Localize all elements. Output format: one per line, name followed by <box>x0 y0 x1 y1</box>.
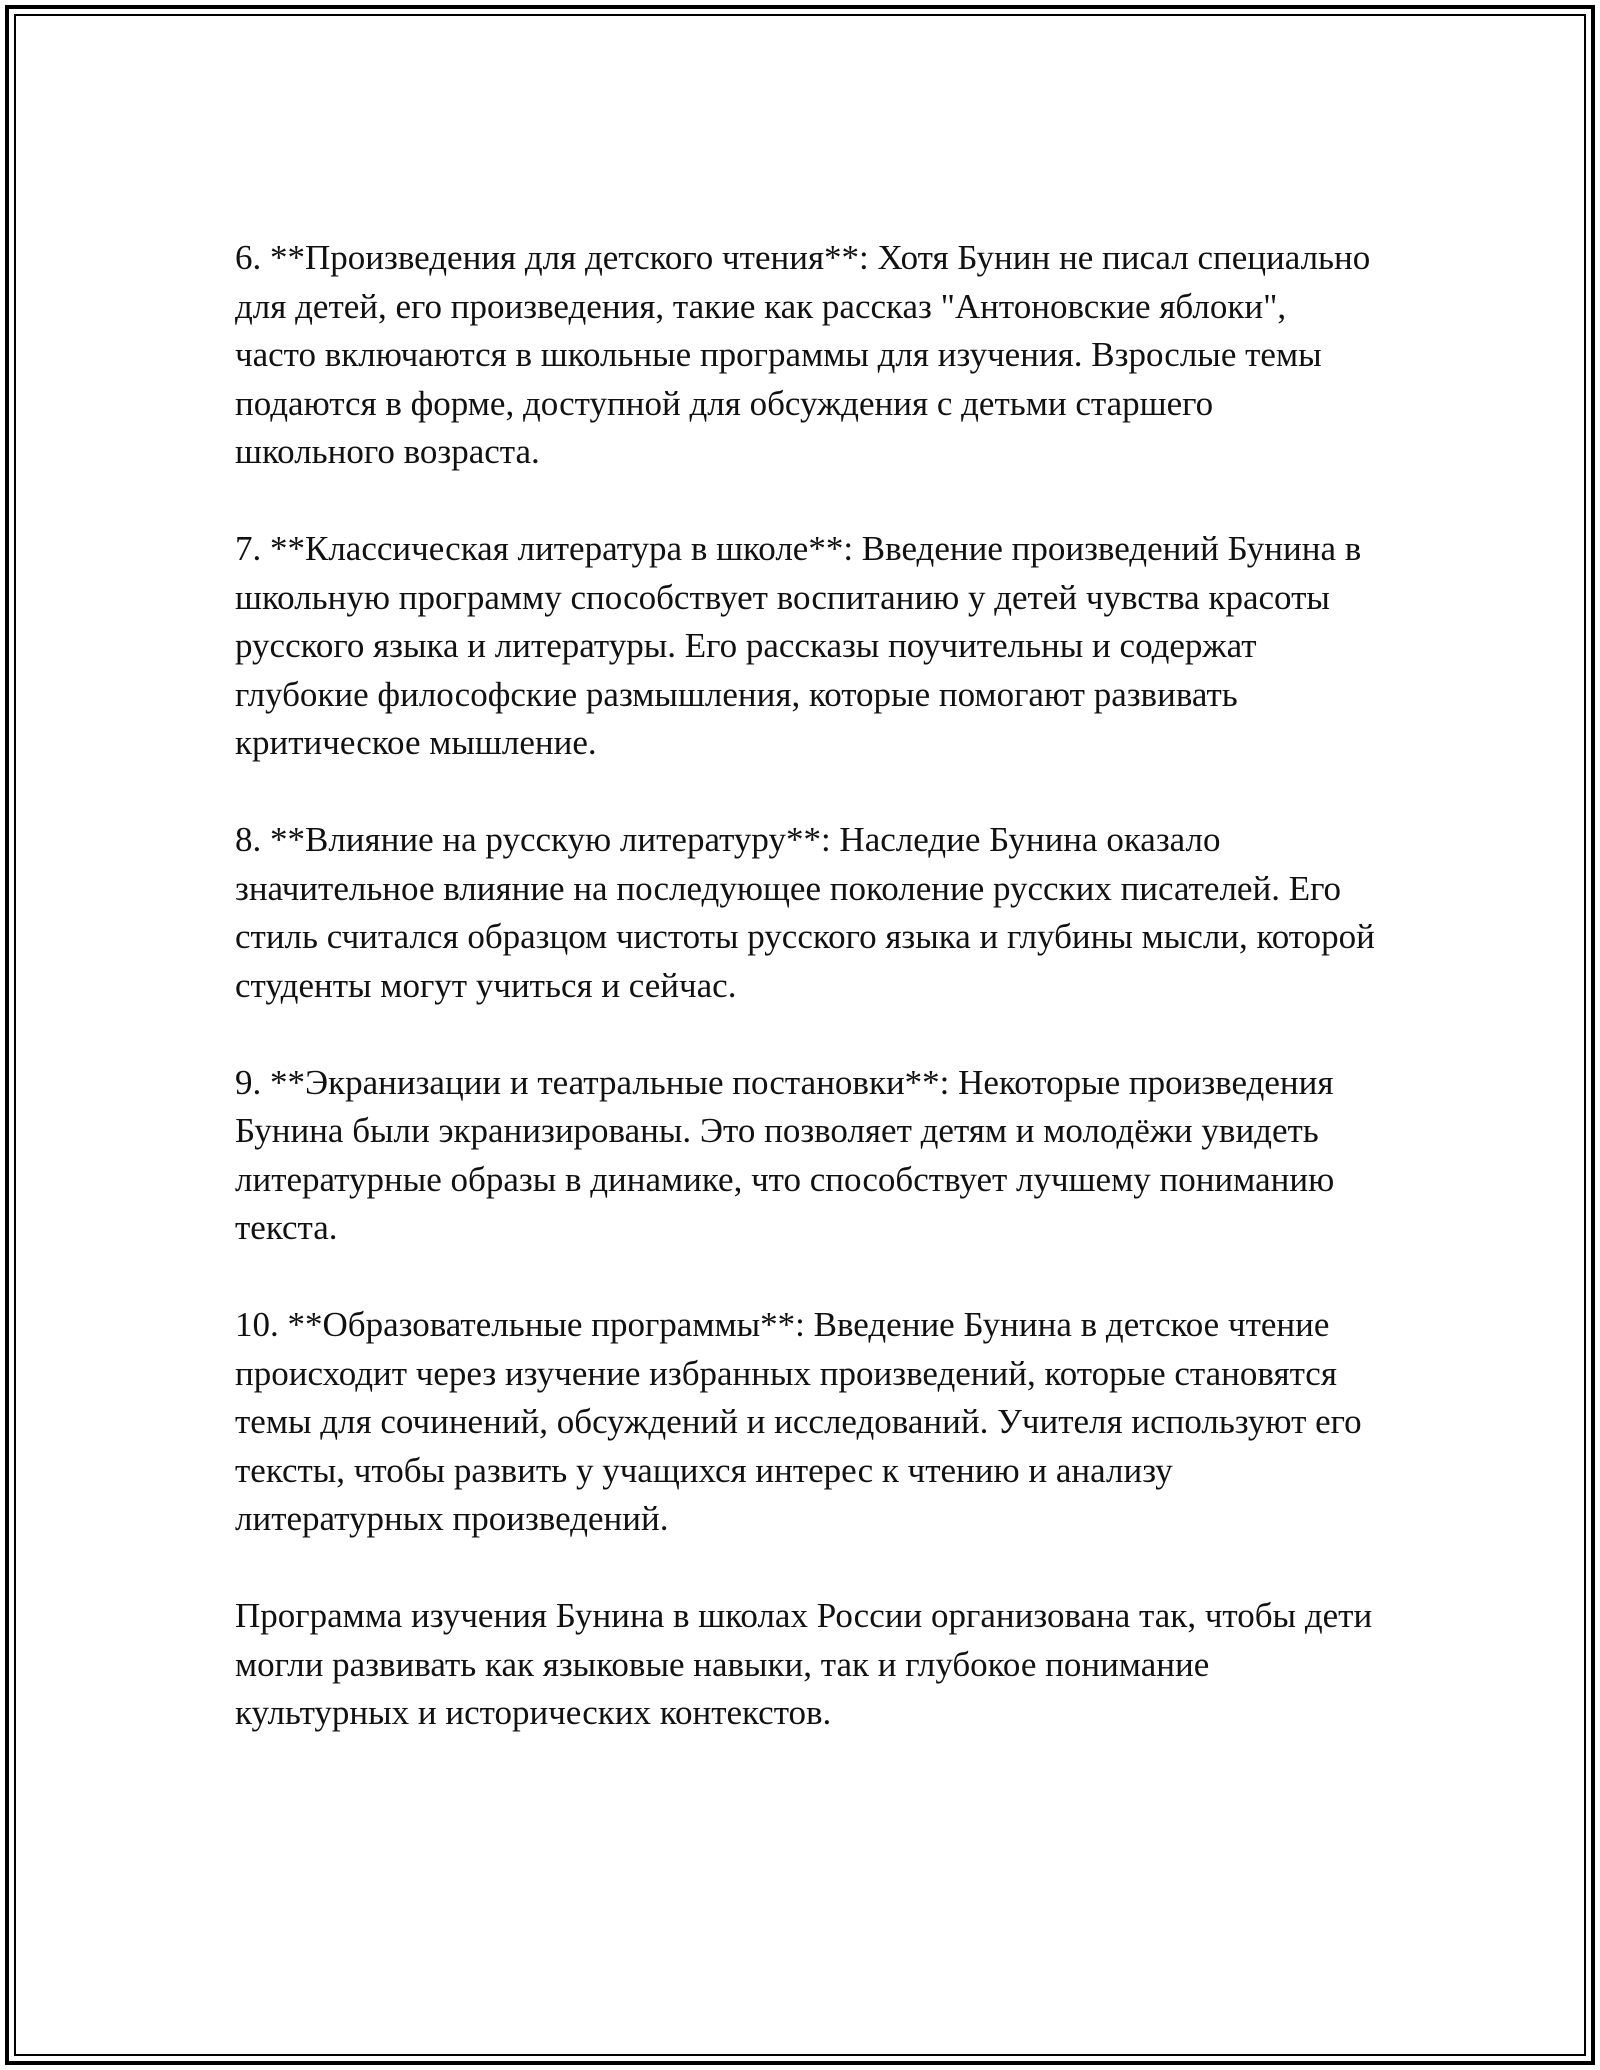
paragraph-children-reading: 6. **Произведения для детского чтения**: Хотя Бунин не писал специально для детей, его произведения, такие как рассказ "Антоновские яблоки", часто включаются в школьные программы для изучения. Взрослые темы подаются в форме, доступной для обсуждения с детьми старшего школьного возраста. <box>235 238 1371 471</box>
paragraph-influence-russian-literature: 8. **Влияние на русскую литературу**: Наследие Бунина оказало значительное влияние на последующее поколение русских писателей. Его стиль считался образцом чистоты русского языка и глубины мысли, которой студенты могут учиться и сейчас. <box>235 820 1375 1005</box>
document-body <box>235 234 1375 1738</box>
paragraph-conclusion: Программа изучения Бунина в школах России организована так, чтобы дети могли развивать как языковые навыки, так и глубокое понимание культурных и исторических контекстов. <box>235 1596 1373 1732</box>
paragraph-educational-programs: 10. **Образовательные программы**: Введение Бунина в детское чтение происходит через изучение избранных произведений, которые становятся темы для сочинений, обсуждений и исследований. Учителя используют его тексты, чтобы развить у учащихся интерес к чтению и анализу литературных произведений. <box>235 1305 1362 1538</box>
paragraph-screen-adaptations: 9. **Экранизации и театральные постановки**: Некоторые произведения Бунина были экранизированы. Это позволяет детям и молодёжи увидеть литературные образы в динамике, что способствует лучшему пониманию текста. <box>235 1062 1335 1247</box>
paragraph-classic-literature-school: 7. **Классическая литература в школе**: Введение произведений Бунина в школьную программу способствует воспитанию у детей чувства красоты русского языка и литературы. Его рассказы поучительны и содержат глубокие философские размышления, которые помогают развивать критическое мышление. <box>235 529 1362 762</box>
